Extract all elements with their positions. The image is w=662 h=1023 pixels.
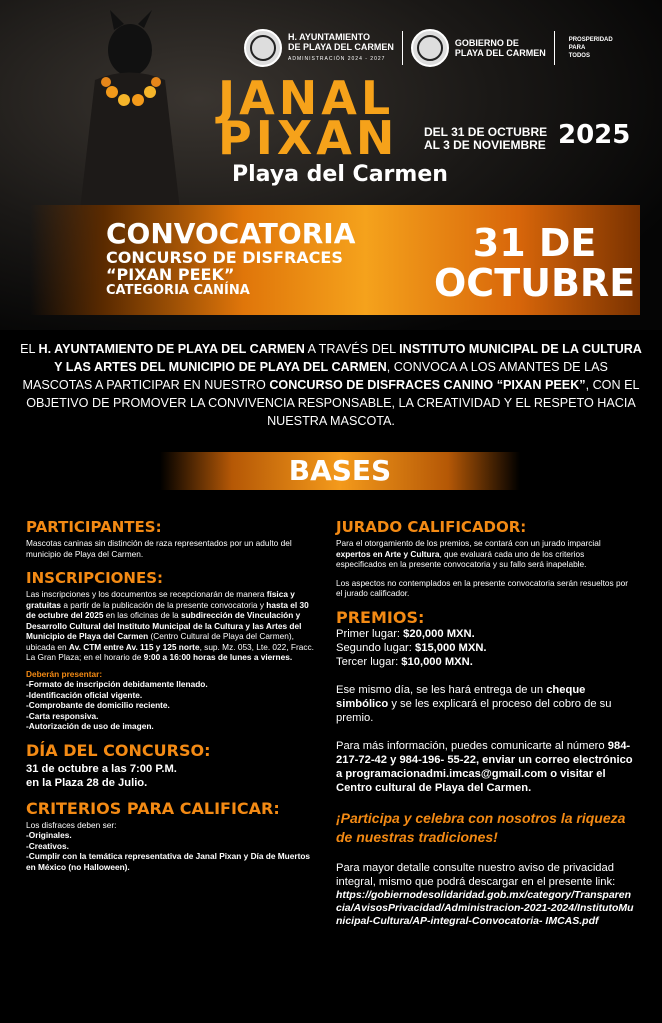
event-dates: DEL 31 DE OCTUBRE AL 3 DE NOVIEMBRE xyxy=(424,125,548,152)
divider xyxy=(402,31,403,65)
list-item: -Originales. xyxy=(26,830,72,840)
ayuntamiento-seal-icon xyxy=(244,29,282,67)
privacy-text: Para mayor detalle consulte nuestro aviso de privacidad integral, mismo que podrá descargar en el presente link: xyxy=(336,861,616,888)
header-logos xyxy=(244,26,624,70)
participantes-heading: PARTICIPANTES: xyxy=(26,518,162,536)
criterios-intro: Los disfraces deben ser: xyxy=(26,819,117,830)
list-item: -Carta responsiva. xyxy=(26,710,99,721)
divider xyxy=(554,31,555,65)
privacy-link[interactable]: https://gobiernodesolidaridad.gob.mx/category/Transparencia/AvisosPrivacidad/Administracion-2021-2024/InstitutoMunicipal-Cultura/AP-integral-Convocatoria- IMCAS.pdf xyxy=(336,888,634,927)
list-item: -Cumplir con la temática representativa de Janal Pixan y Día de Muertos en México (no Halloween). xyxy=(26,851,311,872)
list-item: Primer lugar: $20,000 MXN. xyxy=(336,627,475,640)
call-to-action: ¡Participa y celebra con nosotros la riqueza de nuestras tradiciones! xyxy=(336,809,626,845)
premios-list xyxy=(336,627,636,669)
contest-category: CATEGORIA CANÍNA xyxy=(106,283,250,298)
ayuntamiento-name: H. AYUNTAMIENTO DE PLAYA DEL CARMEN ADMINISTRACIÓN 2024 - 2027 xyxy=(288,32,394,62)
participantes-text: Mascotas caninas sin distinción de raza representados por un adulto del municipio de Playa del Carmen. xyxy=(26,538,292,559)
entrega-text: Ese mismo día, se les hará entrega de un cheque simbólico y se les explicará el proceso del cobro de su premio. xyxy=(336,683,612,724)
event-year: 2025 xyxy=(558,120,631,150)
list-item: Segundo lugar: $15,000 MXN. xyxy=(336,641,487,654)
list-item: -Identificación oficial vigente. xyxy=(26,689,143,700)
inscripciones-heading: INSCRIPCIONES: xyxy=(26,569,164,587)
right-column xyxy=(336,518,636,928)
contest-title: “PIXAN PEEK” xyxy=(106,265,235,284)
criterios-heading: CRITERIOS PARA CALIFICAR: xyxy=(26,798,280,818)
event-city: Playa del Carmen xyxy=(232,162,448,187)
dog-costume-figure-image xyxy=(40,10,210,210)
jurado-heading: JURADO CALIFICADOR: xyxy=(336,518,527,536)
premios-heading: PREMIOS: xyxy=(336,607,425,627)
contest-name: CONCURSO DE DISFRACES xyxy=(106,248,343,267)
dia-concurso-line1: 31 de octubre a las 7:00 P.M. xyxy=(26,762,177,775)
jurado-text: Para el otorgamiento de los premios, se contará con un jurado imparcial expertos en Arte y Cultura, que evaluará cada uno de los criterios especificados en la presente convocatoria y su fallo será inapelable. xyxy=(336,538,601,569)
list-item: -Comprobante de domicilio reciente. xyxy=(26,700,170,710)
list-item: -Formato de inscripción debidamente llenado. xyxy=(26,679,208,689)
bases-heading: BASES xyxy=(160,452,520,490)
inscripciones-text: Las inscripciones y los documentos se recepcionarán de manera física y gratuitas a partir de la publicación de la presente convocatoria y hasta el 30 de octubre del 2025 en las oficinas de la subdirección de Vinculación y Desarrollo Cultural del Instituto Municipal de la Cultura y las Artes del Municipio de Playa del Carmen (Centro Cultural de Playa del Carmen), ubicada en Av. CTM entre Av. 115 y 125 norte, sup. Mz. 053, Lte. 022, Fracc. La Gran Plaza; en el horario de 9:00 a 16:00 horas de lunes a viernes. xyxy=(26,589,314,662)
contest-date: 31 DE OCTUBRE xyxy=(434,221,636,305)
info-text: Para más información, puedes comunicarte al número 984-217-72-42 y 984-196- 55-22, enviar un correo electrónico a programacionadmi.imcas@gmail.com o visitar el Centro cultural de Playa del Carmen. xyxy=(336,739,633,794)
intro-paragraph: EL H. AYUNTAMIENTO DE PLAYA DEL CARMEN A TRAVÉS DEL INSTITUTO MUNICIPAL DE LA CULTURA Y LAS ARTES DEL MUNICIPIO DE PLAYA DEL CARMEN, CONVOCA A LOS AMANTES DE LAS MASCOTAS A PARTICIPAR EN NUESTRO CONCURSO DE DISFRACES CANINO “PIXAN PEEK”, CON EL OBJETIVO DE PROMOVER LA CONVIVENCIA RESPONSABLE, LA CREATIVIDAD Y EL RESPETO HACIA NUESTRA MASCOTA. xyxy=(20,342,642,428)
slogan: PROSPERIDAD PARA TODOS xyxy=(568,37,613,59)
jurado-note: Los aspectos no contemplados en la presente convocatoria serán resueltos por el jurado calificador. xyxy=(336,577,628,598)
list-item: -Creativos. xyxy=(26,840,69,851)
gobierno-seal-icon xyxy=(411,29,449,67)
criterios-list xyxy=(26,830,316,872)
list-item: Tercer lugar: $10,000 MXN. xyxy=(336,655,473,668)
dia-concurso-heading: DÍA DEL CONCURSO: xyxy=(26,740,211,760)
convocatoria-label: CONVOCATORIA xyxy=(106,217,356,250)
event-title: JANAL PIXAN xyxy=(218,71,399,165)
banner-text xyxy=(106,219,355,298)
list-item: -Autorización de uso de imagen. xyxy=(26,721,154,731)
documents-list xyxy=(26,679,316,732)
dia-concurso-line2: en la Plaza 28 de Julio. xyxy=(26,776,148,789)
gobierno-name: GOBIERNO DE PLAYA DEL CARMEN xyxy=(454,38,546,58)
left-column xyxy=(26,518,316,872)
convocatoria-banner xyxy=(30,205,640,315)
documents-heading: Deberán presentar: xyxy=(26,668,103,679)
